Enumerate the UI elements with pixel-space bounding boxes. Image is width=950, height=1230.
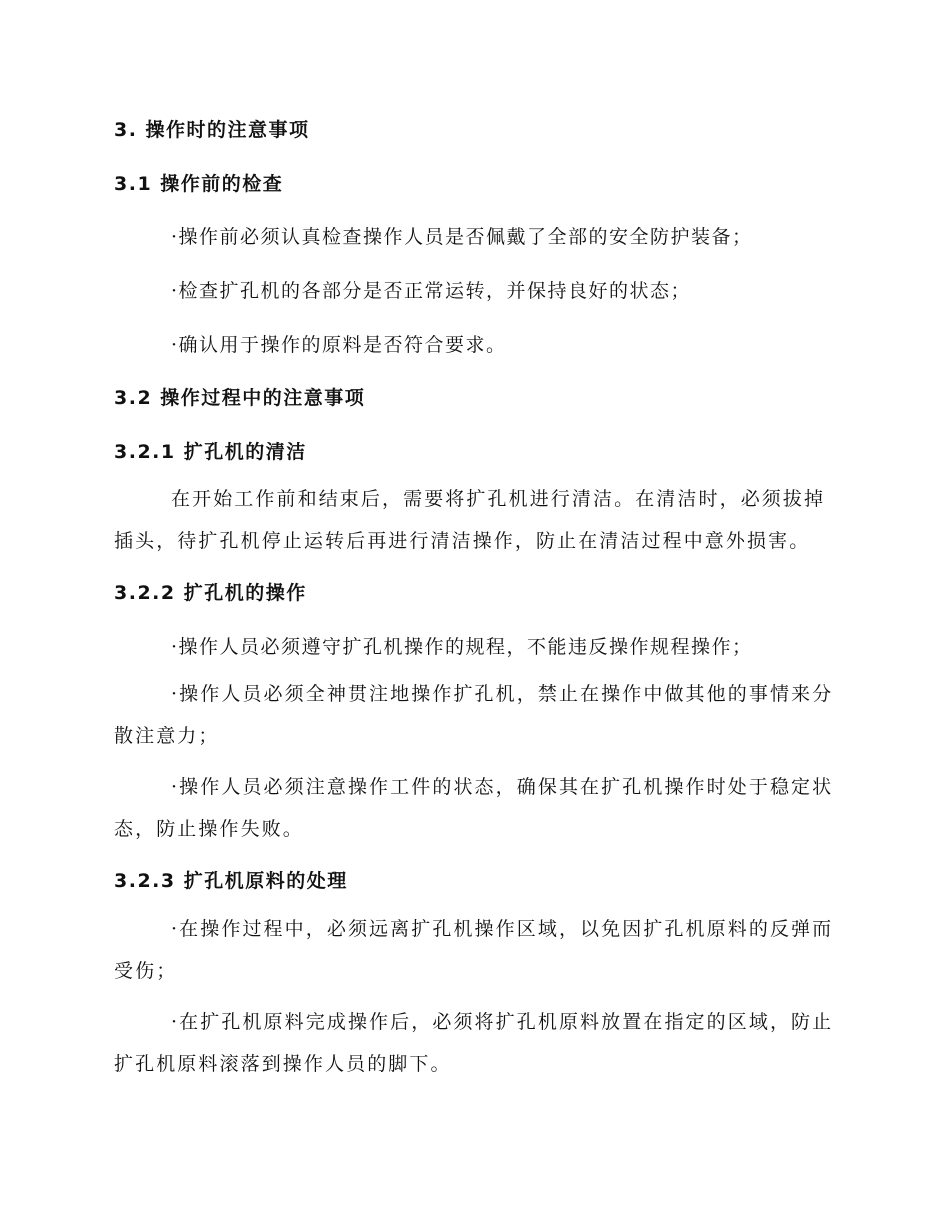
section-heading-3: 3. 操作时的注意事项: [114, 119, 310, 141]
bullet-3-1-1: ·操作前必须认真检查操作人员是否佩戴了全部的安全防护装备；: [171, 226, 753, 248]
bullet-3-2-2-2: ·操作人员必须全神贯注地操作扩孔机，禁止在操作中做其他的事情来分散注意力；: [114, 683, 834, 747]
section-heading-3-2: 3.2 操作过程中的注意事项: [114, 387, 366, 409]
bullet-3-2-3-1: ·在操作过程中，必须远离扩孔机操作区域，以免因扩孔机原料的反弹而受伤；: [114, 918, 834, 982]
section-heading-3-1: 3.1 操作前的检查: [114, 173, 284, 195]
bullet-3-2-2-1: ·操作人员必须遵守扩孔机操作的规程，不能违反操作规程操作；: [171, 636, 753, 658]
section-heading-3-2-3: 3.2.3 扩孔机原料的处理: [114, 870, 348, 892]
section-heading-3-2-1: 3.2.1 扩孔机的清洁: [114, 441, 307, 463]
bullet-3-2-2-3: ·操作人员必须注意操作工件的状态，确保其在扩孔机操作时处于稳定状态，防止操作失败。: [114, 776, 834, 840]
bullet-3-2-3-2: ·在扩孔机原料完成操作后，必须将扩孔机原料放置在指定的区域，防止扩孔机原料滚落到操作人员的脚下。: [114, 1011, 834, 1075]
bullet-3-1-3: ·确认用于操作的原料是否符合要求。: [171, 334, 507, 356]
paragraph-3-2-1: 在开始工作前和结束后，需要将扩孔机进行清洁。在清洁时，必须拔掉插头，待扩孔机停止运转后再进行清洁操作，防止在清洁过程中意外损害。: [114, 488, 826, 552]
section-heading-3-2-2: 3.2.2 扩孔机的操作: [114, 582, 307, 604]
bullet-3-1-2: ·检查扩孔机的各部分是否正常运转，并保持良好的状态；: [171, 280, 692, 302]
